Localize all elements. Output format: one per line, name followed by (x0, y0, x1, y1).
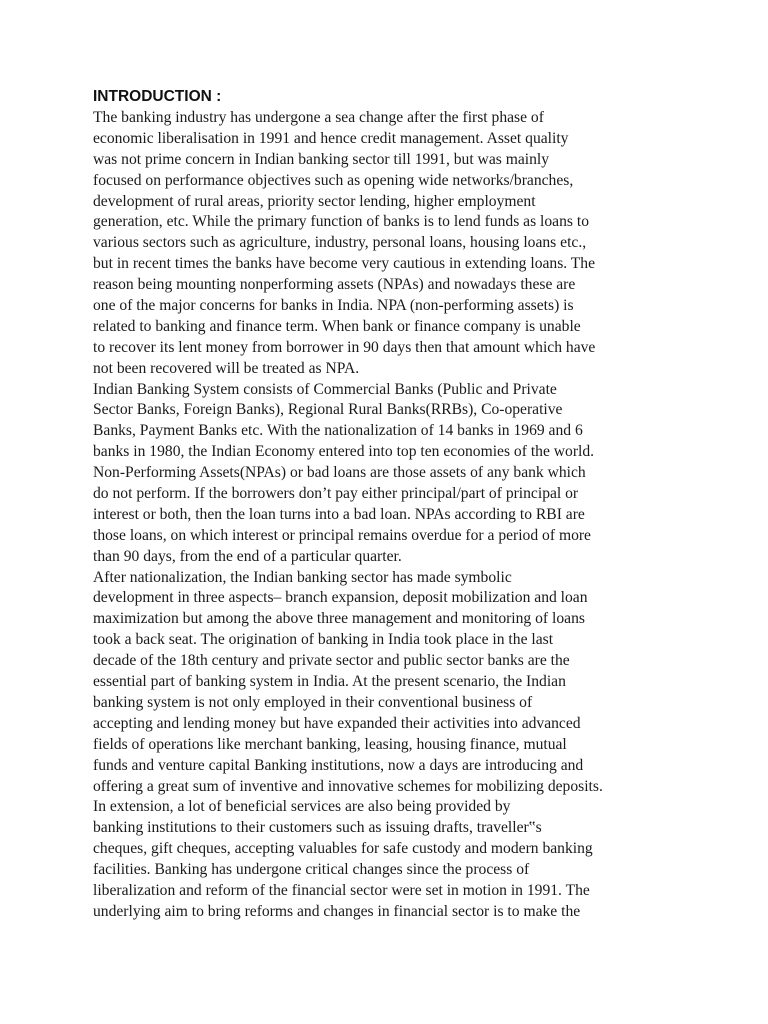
text-line: not been recovered will be treated as NPA. (93, 359, 360, 377)
text-line: Non-Performing Assets(NPAs) or bad loans are those assets of any bank which (93, 464, 586, 482)
text-line: Banks, Payment Banks etc. With the nationalization of 14 banks in 1969 and 6 (93, 422, 583, 440)
text-line: related to banking and finance term. When bank or finance company is unable (93, 317, 581, 335)
text-line: to recover its lent money from borrower in 90 days then that amount which have (93, 338, 596, 356)
text-line: development of rural areas, priority sector lending, higher employment (93, 192, 536, 210)
text-line: interest or both, then the loan turns into a bad loan. NPAs according to RBI are (93, 505, 585, 523)
text-line: decade of the 18th century and private sector and public sector banks are the (93, 652, 570, 670)
text-line: focused on performance objectives such as opening wide networks/branches, (93, 171, 574, 189)
text-line: In extension, a lot of beneficial services are also being provided by (93, 798, 511, 816)
text-line: do not perform. If the borrowers don’t pay either principal/part of principal or (93, 485, 579, 503)
text-line: liberalization and reform of the financial sector were set in motion in 1991. The (93, 881, 590, 899)
text-line: funds and venture capital Banking institutions, now a days are introducing and (93, 756, 584, 774)
text-line: After nationalization, the Indian banking sector has made symbolic (93, 568, 512, 586)
text-line: but in recent times the banks have become very cautious in extending loans. The (93, 255, 596, 273)
text-line: banks in 1980, the Indian Economy entered into top ten economies of the world. (93, 443, 595, 461)
text-line: was not prime concern in Indian banking sector till 1991, but was mainly (93, 150, 550, 168)
text-line: maximization but among the above three management and monitoring of loans (93, 610, 585, 628)
text-line: fields of operations like merchant banking, leasing, housing finance, mutual (93, 735, 567, 753)
text-line: development in three aspects– branch expansion, deposit mobilization and loan (93, 589, 588, 607)
text-line: various sectors such as agriculture, industry, personal loans, housing loans etc., (93, 234, 587, 252)
text-line: accepting and lending money but have expanded their activities into advanced (93, 714, 581, 732)
text-line: economic liberalisation in 1991 and hence credit management. Asset quality (93, 129, 569, 147)
text-line: banking institutions to their customers such as issuing drafts, traveller‟s (93, 819, 542, 837)
text-line: facilities. Banking has undergone critical changes since the process of (93, 861, 530, 879)
text-line: Sector Banks, Foreign Banks), Regional Rural Banks(RRBs), Co-operative (93, 401, 563, 419)
text-line: essential part of banking system in India. At the present scenario, the Indian (93, 673, 566, 691)
text-line: offering a great sum of inventive and innovative schemes for mobilizing deposits. (93, 777, 603, 795)
text-line: than 90 days, from the end of a particular quarter. (93, 547, 402, 565)
body-text (93, 108, 653, 923)
text-line: banking system is not only employed in their conventional business of (93, 693, 533, 711)
text-line: cheques, gift cheques, accepting valuables for safe custody and modern banking (93, 840, 593, 858)
text-line: took a back seat. The origination of banking in India took place in the last (93, 631, 554, 649)
text-line: reason being mounting nonperforming assets (NPAs) and nowadays these are (93, 276, 576, 294)
text-line: those loans, on which interest or principal remains overdue for a period of more (93, 526, 591, 544)
text-line: Indian Banking System consists of Commercial Banks (Public and Private (93, 380, 557, 398)
text-line: generation, etc. While the primary function of banks is to lend funds as loans to (93, 213, 589, 231)
text-line: The banking industry has undergone a sea change after the first phase of (93, 109, 544, 126)
text-line: underlying aim to bring reforms and changes in financial sector is to make the (93, 902, 581, 920)
text-line: one of the major concerns for banks in India. NPA (non-performing assets) is (93, 297, 574, 315)
section-heading: INTRODUCTION : (93, 88, 222, 105)
